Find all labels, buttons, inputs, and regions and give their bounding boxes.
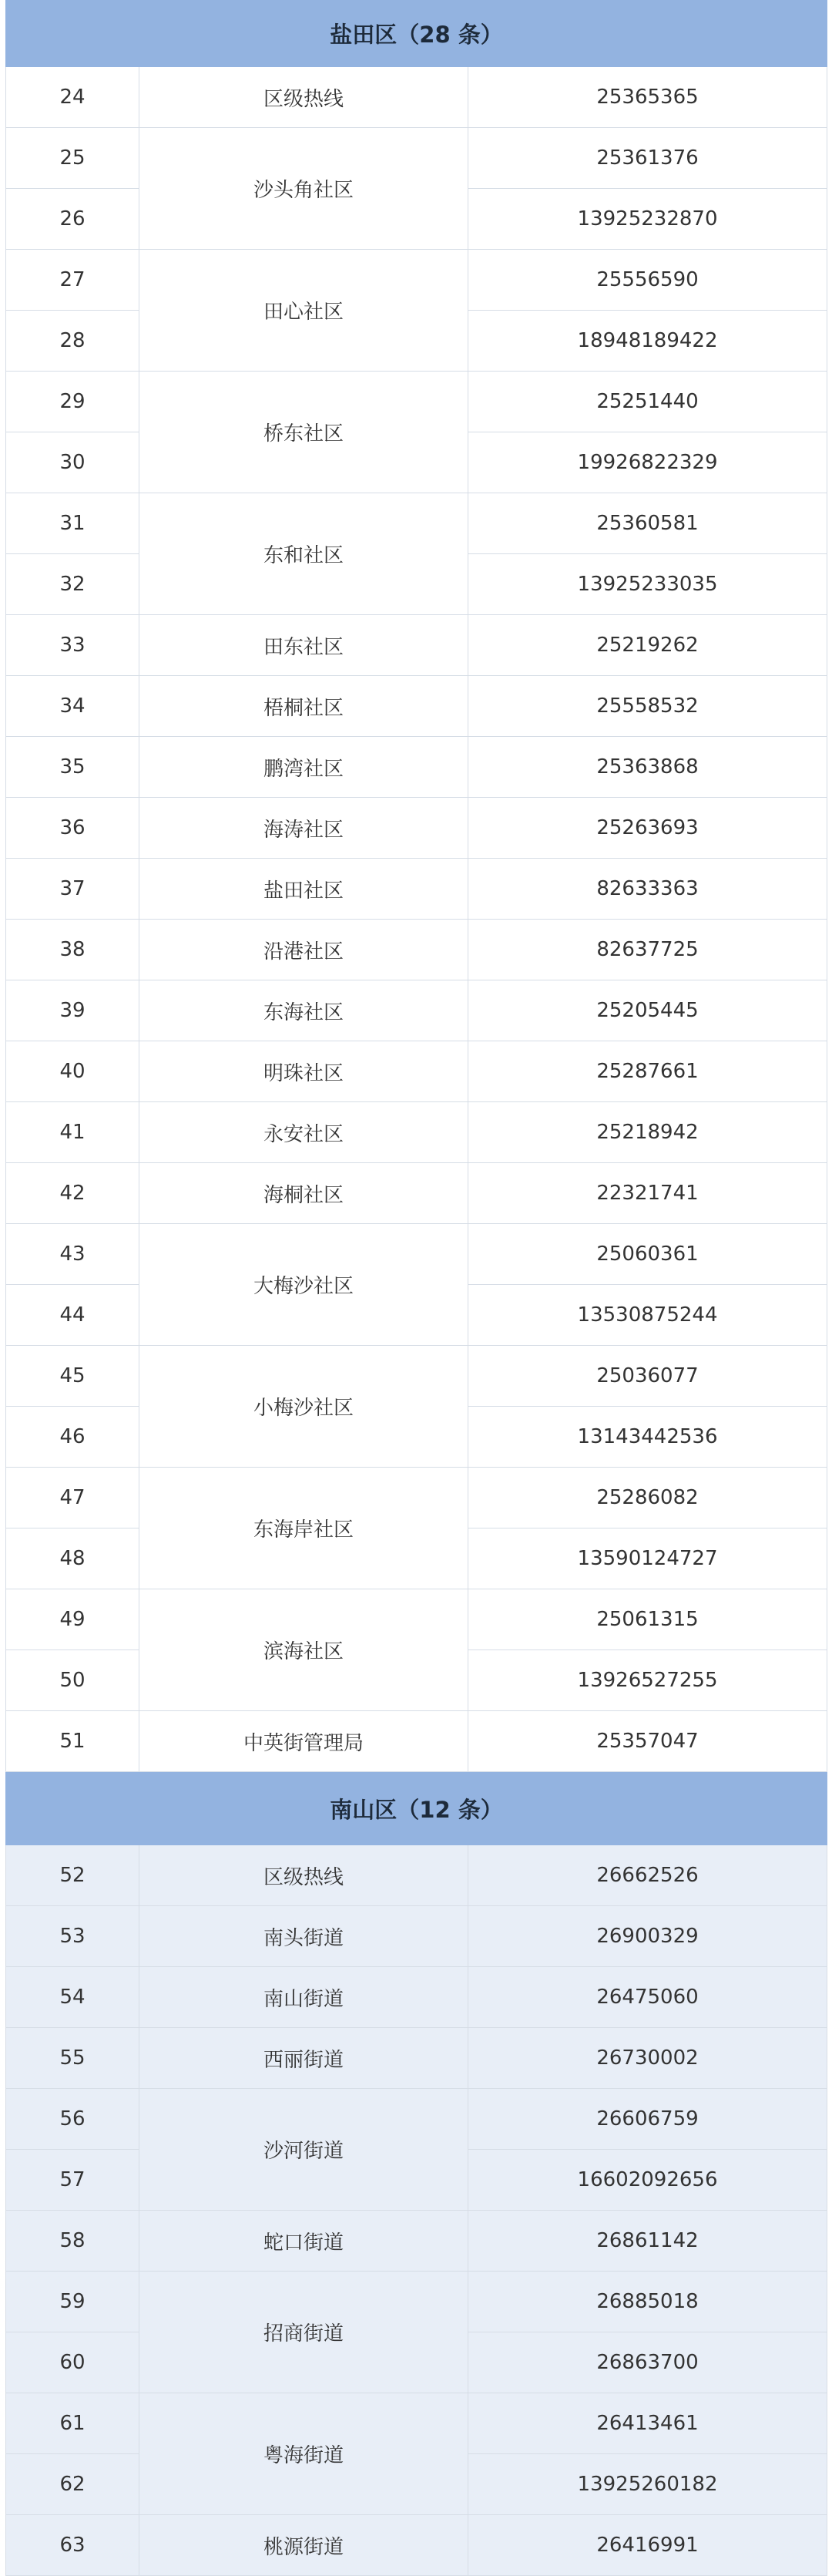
- section-header-nanshan: [6, 1772, 827, 1845]
- row-number: 36: [6, 798, 139, 859]
- unit-name: 中英街管理局: [139, 1711, 468, 1772]
- phone-number: 26885018: [468, 2272, 827, 2332]
- row-number: 26: [6, 189, 139, 250]
- row-number: 24: [6, 67, 139, 128]
- phone-number: 19926822329: [468, 432, 827, 493]
- phone-number: 22321741: [468, 1163, 827, 1224]
- row-number: 61: [6, 2393, 139, 2454]
- hotline-table: [5, 0, 827, 2576]
- unit-name: 海涛社区: [139, 798, 468, 859]
- phone-number: 25286082: [468, 1468, 827, 1528]
- phone-number: 26730002: [468, 2028, 827, 2089]
- row-number: 50: [6, 1650, 139, 1711]
- row-number: 55: [6, 2028, 139, 2089]
- phone-number: 18948189422: [468, 311, 827, 372]
- phone-number: 26413461: [468, 2393, 827, 2454]
- table-row: [6, 2028, 827, 2089]
- unit-name: 小梅沙社区: [139, 1346, 468, 1468]
- unit-name: 沙头角社区: [139, 128, 468, 250]
- row-number: 29: [6, 372, 139, 432]
- unit-name: 永安社区: [139, 1102, 468, 1163]
- phone-number: 25558532: [468, 676, 827, 737]
- row-number: 43: [6, 1224, 139, 1285]
- table-row: [6, 859, 827, 920]
- phone-number: 25357047: [468, 1711, 827, 1772]
- phone-number: 25205445: [468, 980, 827, 1041]
- row-number: 25: [6, 128, 139, 189]
- row-number: 46: [6, 1407, 139, 1468]
- unit-name: 东海岸社区: [139, 1468, 468, 1589]
- row-number: 47: [6, 1468, 139, 1528]
- section-title: 南山区（12 条）: [6, 1772, 827, 1845]
- table-row: [6, 615, 827, 676]
- phone-number: 25060361: [468, 1224, 827, 1285]
- unit-name: 大梅沙社区: [139, 1224, 468, 1346]
- unit-name: 招商街道: [139, 2272, 468, 2393]
- phone-number: 13590124727: [468, 1528, 827, 1589]
- row-number: 63: [6, 2515, 139, 2576]
- unit-name: 西丽街道: [139, 2028, 468, 2089]
- unit-name: 梧桐社区: [139, 676, 468, 737]
- section-header-yantian: [6, 1, 827, 67]
- unit-name: 蛇口街道: [139, 2211, 468, 2272]
- unit-name: 南山街道: [139, 1967, 468, 2028]
- table-row: [6, 1041, 827, 1102]
- row-number: 56: [6, 2089, 139, 2150]
- unit-name: 盐田社区: [139, 859, 468, 920]
- yantian-section: [6, 1, 827, 1772]
- row-number: 40: [6, 1041, 139, 1102]
- unit-name: 区级热线: [139, 1845, 468, 1906]
- phone-number: 25251440: [468, 372, 827, 432]
- row-number: 45: [6, 1346, 139, 1407]
- row-number: 51: [6, 1711, 139, 1772]
- phone-number: 25218942: [468, 1102, 827, 1163]
- phone-number: 26900329: [468, 1906, 827, 1967]
- table-row: [6, 67, 827, 128]
- phone-number: 26662526: [468, 1845, 827, 1906]
- row-number: 42: [6, 1163, 139, 1224]
- row-number: 44: [6, 1285, 139, 1346]
- row-number: 49: [6, 1589, 139, 1650]
- table-row: [6, 1967, 827, 2028]
- table-row: [6, 1589, 827, 1650]
- phone-number: 13530875244: [468, 1285, 827, 1346]
- row-number: 53: [6, 1906, 139, 1967]
- table-row: [6, 2393, 827, 2454]
- row-number: 35: [6, 737, 139, 798]
- row-number: 57: [6, 2150, 139, 2211]
- hotline-table-container: [5, 0, 827, 2576]
- phone-number: 26606759: [468, 2089, 827, 2150]
- phone-number: 26861142: [468, 2211, 827, 2272]
- table-row: [6, 1711, 827, 1772]
- unit-name: 桥东社区: [139, 372, 468, 493]
- table-row: [6, 2211, 827, 2272]
- phone-number: 25263693: [468, 798, 827, 859]
- row-number: 34: [6, 676, 139, 737]
- phone-number: 25360581: [468, 493, 827, 554]
- unit-name: 桃源街道: [139, 2515, 468, 2576]
- table-row: [6, 493, 827, 554]
- table-row: [6, 980, 827, 1041]
- table-row: [6, 1906, 827, 1967]
- phone-number: 26863700: [468, 2332, 827, 2393]
- table-row: [6, 1224, 827, 1285]
- phone-number: 13143442536: [468, 1407, 827, 1468]
- unit-name: 田心社区: [139, 250, 468, 372]
- row-number: 38: [6, 920, 139, 980]
- phone-number: 13925232870: [468, 189, 827, 250]
- phone-number: 25556590: [468, 250, 827, 311]
- row-number: 28: [6, 311, 139, 372]
- table-row: [6, 737, 827, 798]
- phone-number: 82637725: [468, 920, 827, 980]
- phone-number: 25365365: [468, 67, 827, 128]
- table-row: [6, 1346, 827, 1407]
- unit-name: 田东社区: [139, 615, 468, 676]
- phone-number: 13925260182: [468, 2454, 827, 2515]
- row-number: 60: [6, 2332, 139, 2393]
- row-number: 32: [6, 554, 139, 615]
- table-row: [6, 920, 827, 980]
- unit-name: 明珠社区: [139, 1041, 468, 1102]
- phone-number: 13925233035: [468, 554, 827, 615]
- row-number: 54: [6, 1967, 139, 2028]
- phone-number: 25363868: [468, 737, 827, 798]
- row-number: 39: [6, 980, 139, 1041]
- row-number: 52: [6, 1845, 139, 1906]
- table-row: [6, 1468, 827, 1528]
- table-row: [6, 2272, 827, 2332]
- row-number: 33: [6, 615, 139, 676]
- row-number: 37: [6, 859, 139, 920]
- unit-name: 区级热线: [139, 67, 468, 128]
- table-row: [6, 676, 827, 737]
- unit-name: 鹏湾社区: [139, 737, 468, 798]
- phone-number: 25036077: [468, 1346, 827, 1407]
- table-row: [6, 1845, 827, 1906]
- phone-number: 25361376: [468, 128, 827, 189]
- phone-number: 25061315: [468, 1589, 827, 1650]
- section-title: 盐田区（28 条）: [6, 1, 827, 67]
- nanshan-section: [6, 1772, 827, 2576]
- unit-name: 滨海社区: [139, 1589, 468, 1711]
- unit-name: 海桐社区: [139, 1163, 468, 1224]
- unit-name: 沙河街道: [139, 2089, 468, 2211]
- phone-number: 13926527255: [468, 1650, 827, 1711]
- table-row: [6, 372, 827, 432]
- table-row: [6, 128, 827, 189]
- table-row: [6, 250, 827, 311]
- row-number: 48: [6, 1528, 139, 1589]
- table-row: [6, 1102, 827, 1163]
- row-number: 41: [6, 1102, 139, 1163]
- phone-number: 16602092656: [468, 2150, 827, 2211]
- table-row: [6, 1163, 827, 1224]
- unit-name: 南头街道: [139, 1906, 468, 1967]
- phone-number: 25287661: [468, 1041, 827, 1102]
- row-number: 30: [6, 432, 139, 493]
- unit-name: 沿港社区: [139, 920, 468, 980]
- unit-name: 东海社区: [139, 980, 468, 1041]
- row-number: 31: [6, 493, 139, 554]
- table-row: [6, 798, 827, 859]
- row-number: 62: [6, 2454, 139, 2515]
- row-number: 27: [6, 250, 139, 311]
- table-row: [6, 2515, 827, 2576]
- unit-name: 粤海街道: [139, 2393, 468, 2515]
- table-row: [6, 2089, 827, 2150]
- phone-number: 82633363: [468, 859, 827, 920]
- row-number: 59: [6, 2272, 139, 2332]
- phone-number: 25219262: [468, 615, 827, 676]
- phone-number: 26475060: [468, 1967, 827, 2028]
- row-number: 58: [6, 2211, 139, 2272]
- phone-number: 26416991: [468, 2515, 827, 2576]
- unit-name: 东和社区: [139, 493, 468, 615]
